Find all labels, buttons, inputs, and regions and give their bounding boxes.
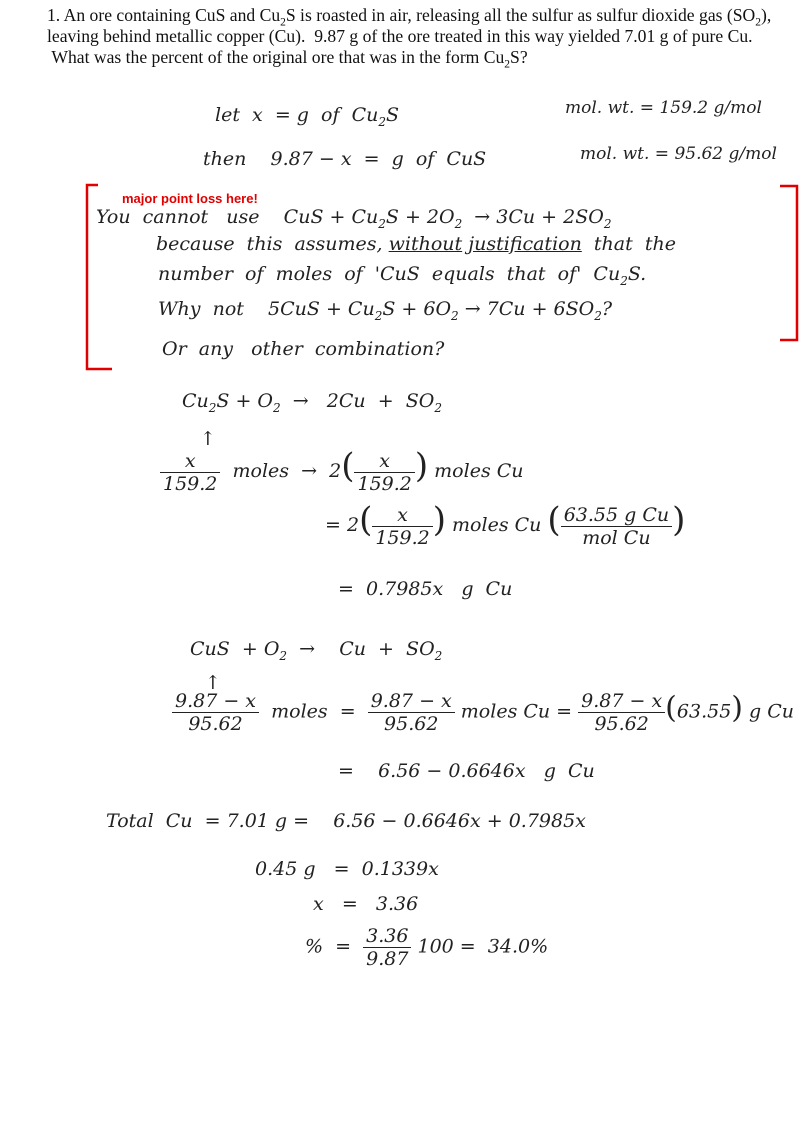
line-mw-cu2s: mol. wt. = 159.2 g/mol (565, 98, 762, 118)
line-moles2: $\frac{9.87 - x}{95.62}$ moles = $\frac{9.87 - x}{95.62}$ moles Cu = $\frac{9.87 - x}{95.62}$ (63.55) g Cu (172, 690, 794, 735)
line-cannot-5: Or any other combination? (162, 338, 445, 360)
grader-note: major point loss here! (122, 191, 258, 206)
line-arrow2: ↑ (205, 672, 221, 694)
line-xval: x = 3.36 (313, 893, 419, 915)
line-cannot-1: You cannot use CuS + $Cu_2S + 2O_2 \to 3Cu + 2SO_2$ (96, 206, 612, 231)
question-number: 1. (47, 5, 61, 25)
line-cannot-4: Why not $5CuS + Cu_2S + 6O_2 \to 7Cu + 6SO_2$? (158, 298, 613, 323)
line-eq1: = 0.7985x g Cu (338, 578, 513, 600)
line-cu-g1: = 2( $\frac{x}{159.2}$ ) moles Cu ( $\frac{\text{63.55 g Cu}}{\text{mol Cu}}$ ) (325, 500, 686, 549)
line-pct: % = $\frac{3.36}{9.87}$ 100 = 34.0% (305, 925, 549, 970)
line-mw-cus: mol. wt. = 95.62 g/mol (580, 144, 777, 164)
line-eq2: = 6.56 − 0.6646x g Cu (338, 760, 595, 782)
line-moles1: $\frac{x}{159.2}$ moles → 2( $\frac{x}{159.2}$ ) moles Cu (160, 446, 524, 495)
line-rxn1: $Cu_2S + O_2 \to 2Cu + SO_2$ (182, 390, 442, 415)
line-cannot-2: because this assumes, without justification that the (156, 233, 676, 255)
question-body: An ore containing CuS and $Cu_2S$ is roasted in air, releasing all the sulfur as sulfur dioxide gas $(SO_2)$, leaving behind metallic copper (Cu). 9.87 g of the ore treated in this way yielded 7.01 g of pure Cu. What was the percent of the original ore that was in the form $Cu_2S$? (47, 5, 772, 71)
line-cannot-3: number of moles of 'CuS equals that of' $Cu_2S$. (158, 263, 647, 288)
line-total: Total Cu = 7.01 g = 6.56 − 0.6646x + 0.7985x (106, 810, 586, 832)
line-let-x: let x = g of $Cu_2S$ (215, 104, 400, 129)
line-then: then 9.87 − x = g of CuS (203, 148, 487, 170)
line-rxn2: CuS + $O_2$ → $Cu + SO_2$ (190, 638, 443, 663)
line-diff: 0.45 g = 0.1339x (255, 858, 439, 880)
line-arrow1: ↑ (200, 428, 216, 450)
right-bracket (780, 186, 797, 340)
